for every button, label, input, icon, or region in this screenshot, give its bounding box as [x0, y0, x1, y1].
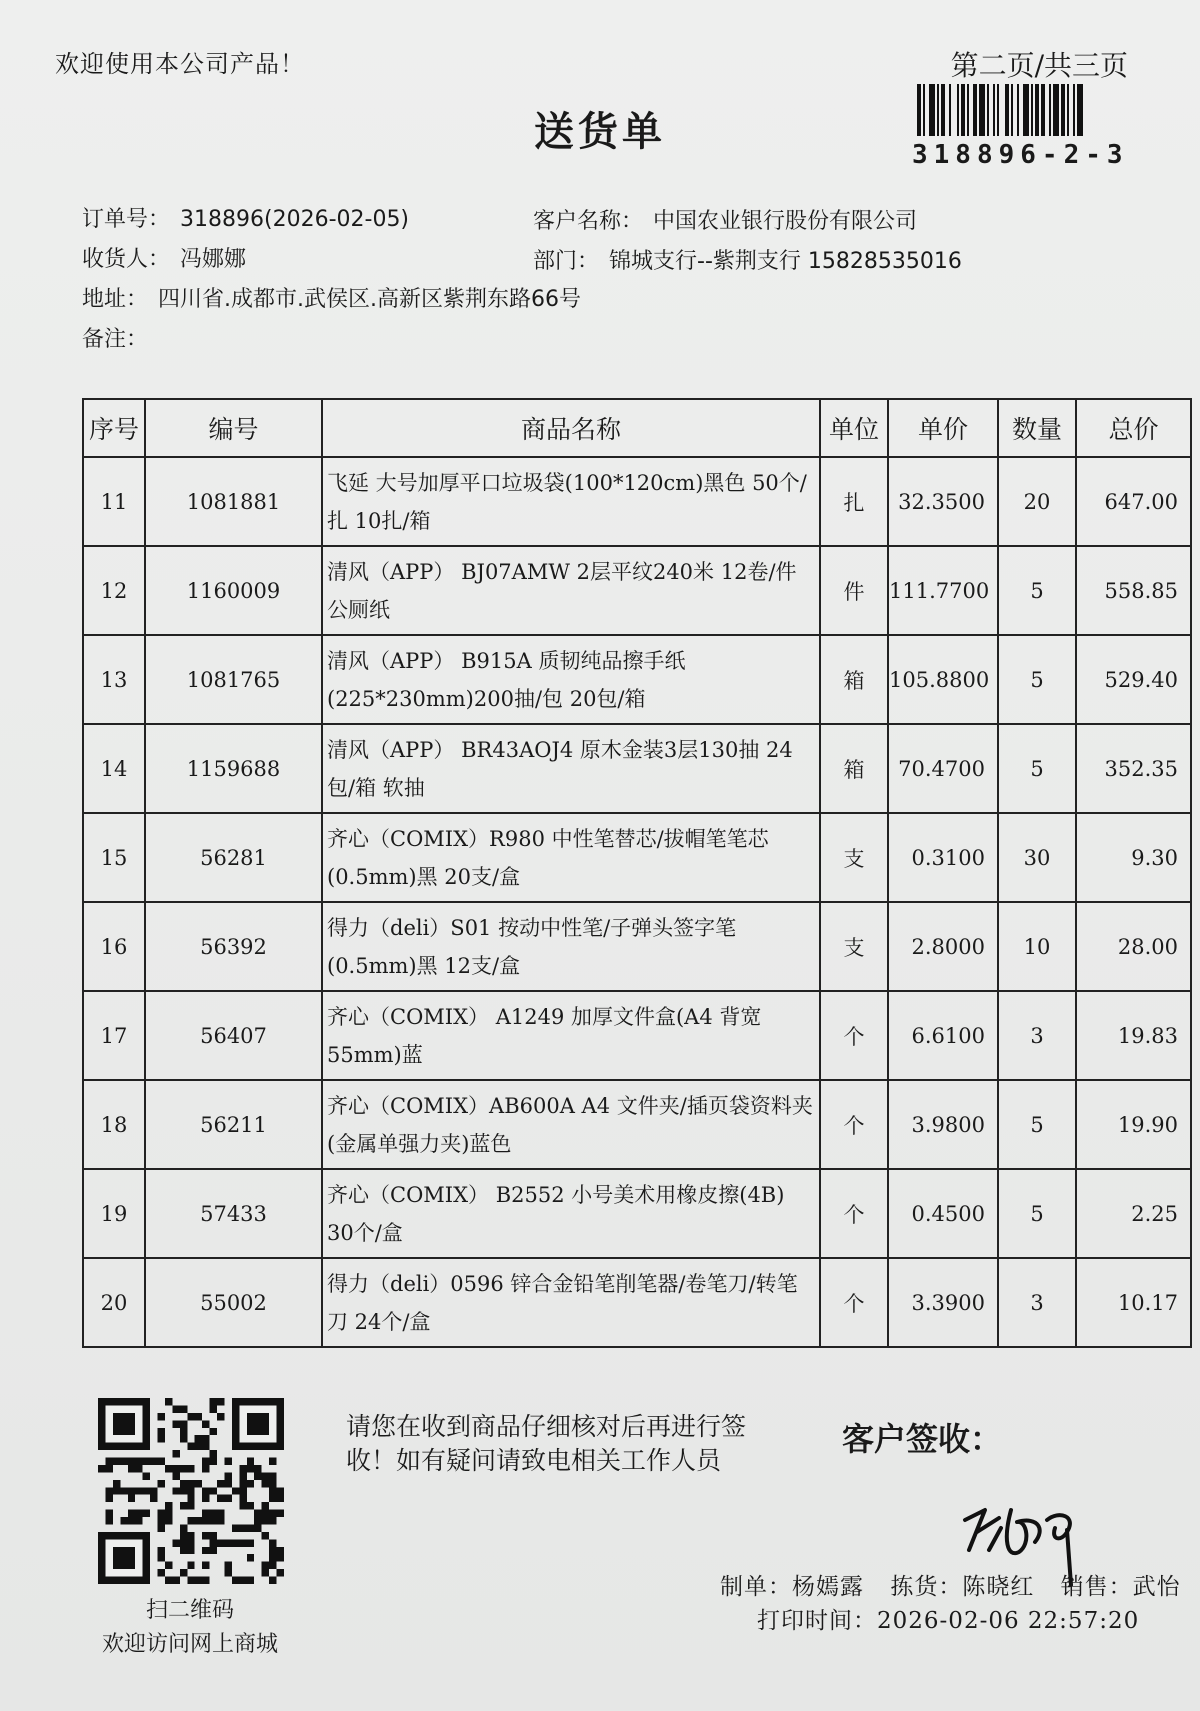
order-number-value: 318896(2026-02-05): [180, 207, 410, 232]
document-title: 送货单: [534, 108, 666, 155]
row-quantity: 3: [998, 1258, 1076, 1347]
row-code: 56407: [145, 991, 322, 1080]
row-code: 1159688: [145, 724, 322, 813]
row-quantity: 5: [998, 1169, 1076, 1258]
row-product-name: 齐心（COMIX）AB600A A4 文件夹/插页袋资料夹(金属单强力夹)蓝色: [322, 1080, 820, 1169]
row-unit-price: 6.6100: [888, 991, 998, 1080]
row-unit-price: 70.4700: [888, 724, 998, 813]
table-row: [83, 1258, 1191, 1347]
page-indicator: 第二页/共三页: [950, 49, 1128, 82]
table-row: [83, 902, 1191, 991]
row-quantity: 20: [998, 457, 1076, 546]
row-total: 352.35: [1076, 724, 1191, 813]
row-product-name: 齐心（COMIX） B2552 小号美术用橡皮擦(4B) 30个/盒: [322, 1169, 820, 1258]
row-unit: 箱: [820, 635, 888, 724]
header-code: 编号: [145, 399, 322, 457]
row-unit: 支: [820, 902, 888, 991]
row-quantity: 30: [998, 813, 1076, 902]
header-product-name: 商品名称: [322, 399, 820, 457]
qr-caption-line-1: 扫二维码: [145, 1598, 234, 1623]
header-unit-price: 单价: [888, 399, 998, 457]
customer-name-label: 客户名称：: [533, 209, 644, 234]
qr-code-image: [98, 1398, 284, 1584]
maker-text: 制单：杨嫣露: [720, 1574, 864, 1600]
row-code: 56281: [145, 813, 322, 902]
row-seq: 15: [83, 813, 145, 902]
table-row: [83, 1080, 1191, 1169]
table-row: [83, 546, 1191, 635]
barcode-graphic: [917, 84, 1131, 136]
row-unit-price: 32.3500: [888, 457, 998, 546]
receipt-notice: 请您在收到商品仔细核对后再进行签收！如有疑问请致电相关工作人员: [346, 1412, 747, 1475]
row-unit-price: 3.3900: [888, 1258, 998, 1347]
row-seq: 18: [83, 1080, 145, 1169]
row-seq: 20: [83, 1258, 145, 1347]
department-label: 部门：: [533, 249, 600, 274]
row-seq: 19: [83, 1169, 145, 1258]
row-code: 55002: [145, 1258, 322, 1347]
items-table: [82, 398, 1192, 1348]
row-unit-price: 2.8000: [888, 902, 998, 991]
row-unit-price: 3.9800: [888, 1080, 998, 1169]
row-unit: 个: [820, 1169, 888, 1258]
row-total: 558.85: [1076, 546, 1191, 635]
row-product-name: 齐心（COMIX） A1249 加厚文件盒(A4 背宽55mm)蓝: [322, 991, 820, 1080]
row-total: 19.90: [1076, 1080, 1191, 1169]
table-row: [83, 457, 1191, 546]
order-number-field: [82, 202, 409, 233]
row-product-name: 清风（APP） BR43AOJ4 原木金装3层130抽 24包/箱 软抽: [322, 724, 820, 813]
row-quantity: 5: [998, 546, 1076, 635]
header-unit: 单位: [820, 399, 888, 457]
remark-field: [82, 322, 148, 353]
welcome-text: 欢迎使用本公司产品！: [55, 50, 305, 78]
table-row: [83, 1169, 1191, 1258]
row-unit-price: 111.7700: [888, 546, 998, 635]
qr-caption: [80, 1594, 300, 1662]
table-row: [83, 635, 1191, 724]
order-number-label: 订单号：: [82, 207, 171, 232]
table-row: [83, 724, 1191, 813]
barcode-number: 318896-2-3: [912, 140, 1129, 170]
row-total: 28.00: [1076, 902, 1191, 991]
receiver-value: 冯娜娜: [180, 247, 247, 272]
row-unit: 支: [820, 813, 888, 902]
customer-signature-label: 客户签收：: [842, 1420, 1003, 1458]
row-unit-price: 105.8800: [888, 635, 998, 724]
row-product-name: 飞延 大号加厚平口垃圾袋(100*120cm)黑色 50个/扎 10扎/箱: [322, 457, 820, 546]
row-code: 57433: [145, 1169, 322, 1258]
row-unit: 个: [820, 1080, 888, 1169]
picker-text: 拣货：陈晓红: [890, 1574, 1035, 1600]
qr-caption-line-2: 欢迎访问网上商城: [101, 1632, 278, 1657]
department-field: [533, 244, 962, 275]
address-field: [82, 282, 581, 313]
customer-name-value: 中国农业银行股份有限公司: [653, 209, 918, 234]
row-product-name: 齐心（COMIX）R980 中性笔替芯/拔帽笔笔芯(0.5mm)黑 20支/盒: [322, 813, 820, 902]
row-unit: 个: [820, 1258, 888, 1347]
row-total: 9.30: [1076, 813, 1191, 902]
row-code: 56392: [145, 902, 322, 991]
customer-name-field: [533, 204, 917, 235]
row-unit: 个: [820, 991, 888, 1080]
row-code: 1160009: [145, 546, 322, 635]
receiver-field: [82, 242, 246, 273]
seller-text: 销售：武怡: [1060, 1574, 1181, 1600]
row-seq: 14: [83, 724, 145, 813]
row-total: 647.00: [1076, 457, 1191, 546]
row-quantity: 10: [998, 902, 1076, 991]
header-total: 总价: [1076, 399, 1191, 457]
row-unit: 箱: [820, 724, 888, 813]
table-row: [83, 813, 1191, 902]
table-row: [83, 991, 1191, 1080]
row-quantity: 5: [998, 1080, 1076, 1169]
department-value: 锦城支行--紫荆支行 15828535016: [609, 249, 962, 274]
row-unit-price: 0.3100: [888, 813, 998, 902]
remark-label: 备注：: [82, 327, 149, 352]
row-code: 56211: [145, 1080, 322, 1169]
row-total: 19.83: [1076, 991, 1191, 1080]
row-seq: 13: [83, 635, 145, 724]
header-quantity: 数量: [998, 399, 1076, 457]
row-unit: 件: [820, 546, 888, 635]
address-value: 四川省.成都市.武侯区.高新区紫荆东路66号: [158, 287, 581, 312]
row-quantity: 5: [998, 635, 1076, 724]
row-seq: 11: [83, 457, 145, 546]
row-total: 2.25: [1076, 1169, 1191, 1258]
row-total: 529.40: [1076, 635, 1191, 724]
address-label: 地址：: [82, 287, 149, 312]
row-seq: 16: [83, 902, 145, 991]
row-product-name: 得力（deli）0596 锌合金铅笔削笔器/卷笔刀/转笔刀 24个/盒: [322, 1258, 820, 1347]
staff-line: [720, 1568, 1199, 1601]
table-header-row: [83, 399, 1191, 457]
row-seq: 17: [83, 991, 145, 1080]
header-seq: 序号: [83, 399, 145, 457]
print-time: 打印时间：2026-02-06 22:57:20: [757, 1608, 1140, 1634]
row-total: 10.17: [1076, 1258, 1191, 1347]
receiver-label: 收货人：: [82, 247, 171, 272]
row-unit-price: 0.4500: [888, 1169, 998, 1258]
row-quantity: 5: [998, 724, 1076, 813]
row-seq: 12: [83, 546, 145, 635]
row-product-name: 清风（APP） BJ07AMW 2层平纹240米 12卷/件 公厕纸: [322, 546, 820, 635]
row-product-name: 得力（deli）S01 按动中性笔/子弹头签字笔(0.5mm)黑 12支/盒: [322, 902, 820, 991]
row-quantity: 3: [998, 991, 1076, 1080]
row-product-name: 清风（APP） B915A 质韧纯品擦手纸(225*230mm)200抽/包 20包/箱: [322, 635, 820, 724]
row-code: 1081765: [145, 635, 322, 724]
row-unit: 扎: [820, 457, 888, 546]
row-code: 1081881: [145, 457, 322, 546]
